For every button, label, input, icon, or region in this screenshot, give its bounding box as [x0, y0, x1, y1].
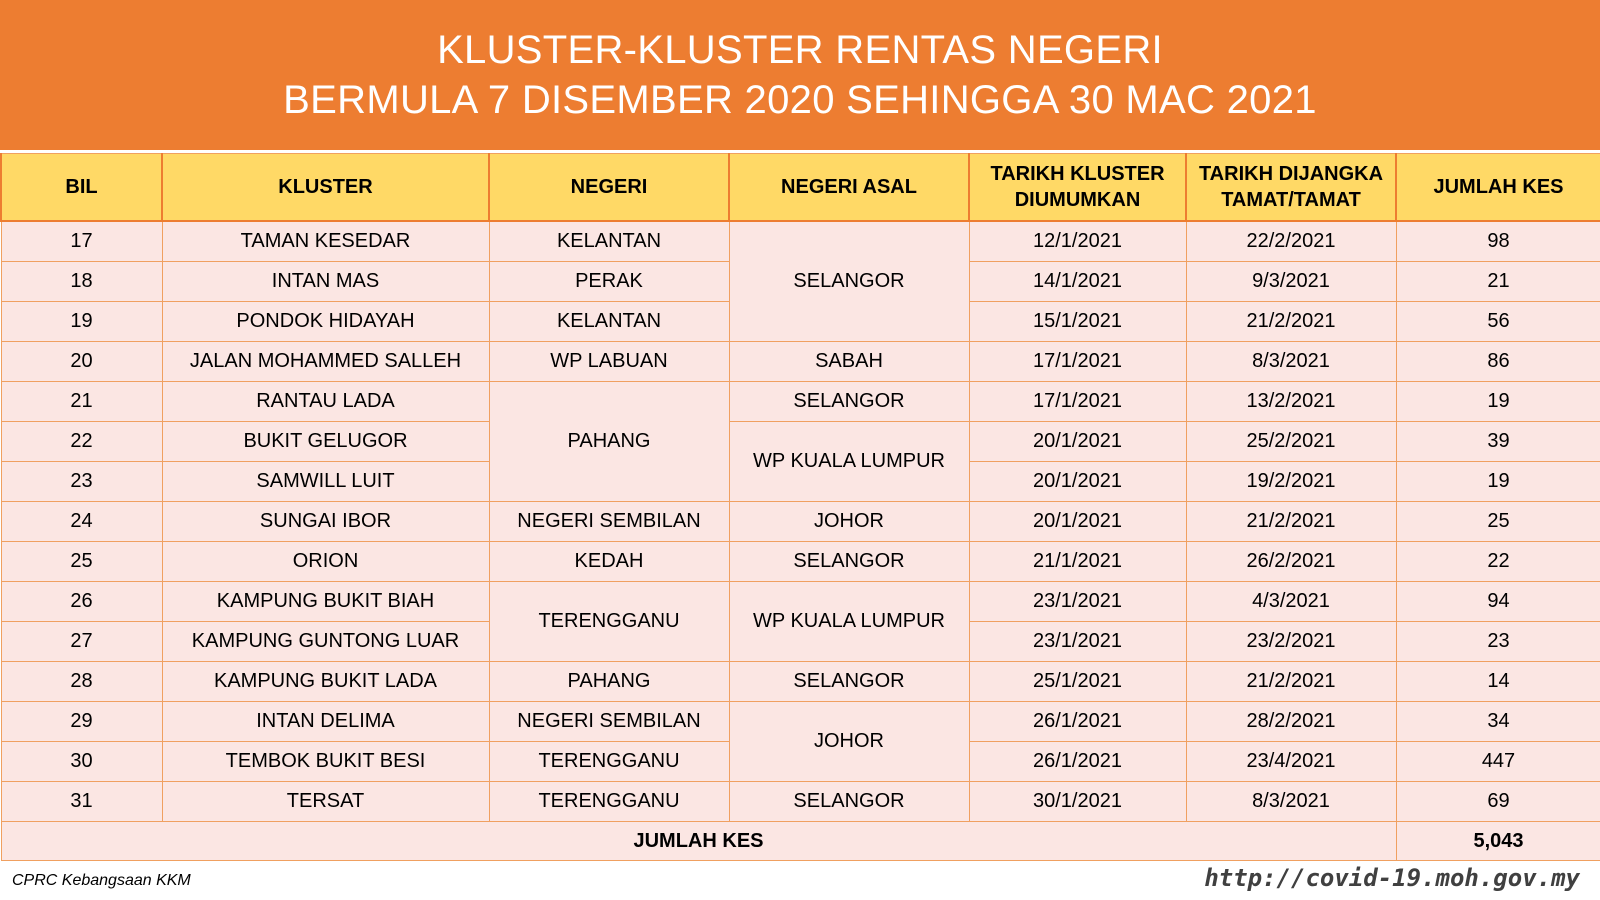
cell-kluster: SUNGAI IBOR: [162, 502, 489, 542]
cell-bil: 29: [1, 702, 162, 742]
website-url[interactable]: http://covid-19.moh.gov.my: [1204, 864, 1580, 892]
col-header-tarikh-diumumkan-l2: DIUMUMKAN: [1014, 189, 1141, 211]
cell-jumlah-kes: 447: [1396, 742, 1600, 782]
cell-tarikh-tamat: 19/2/2021: [1186, 462, 1396, 502]
cell-tarikh-diumumkan: 30/1/2021: [969, 782, 1186, 822]
cell-tarikh-diumumkan: 14/1/2021: [969, 262, 1186, 302]
cell-kluster: ORION: [162, 542, 489, 582]
source-credit: CPRC Kebangsaan KKM: [12, 872, 191, 889]
cell-tarikh-tamat: 28/2/2021: [1186, 702, 1396, 742]
cell-tarikh-diumumkan: 25/1/2021: [969, 662, 1186, 702]
cell-jumlah-kes: 14: [1396, 662, 1600, 702]
total-row: [1, 822, 1600, 861]
cell-negeri: NEGERI SEMBILAN: [489, 502, 729, 542]
cell-tarikh-tamat: 26/2/2021: [1186, 542, 1396, 582]
cell-bil: 17: [1, 221, 162, 262]
col-header-tarikh-diumumkan-l1: TARIKH KLUSTER: [990, 163, 1165, 185]
cell-jumlah-kes: 98: [1396, 221, 1600, 262]
cell-negeri-asal: SELANGOR: [729, 542, 969, 582]
col-header-negeri-asal: NEGERI ASAL: [729, 154, 969, 222]
cell-bil: 31: [1, 782, 162, 822]
cell-bil: 18: [1, 262, 162, 302]
col-header-negeri: NEGERI: [489, 154, 729, 222]
cell-kluster: TEMBOK BUKIT BESI: [162, 742, 489, 782]
cell-kluster: TERSAT: [162, 782, 489, 822]
title-line-1: KLUSTER-KLUSTER RENTAS NEGERI: [437, 28, 1163, 72]
cell-bil: 27: [1, 622, 162, 662]
cell-tarikh-tamat: 8/3/2021: [1186, 782, 1396, 822]
table-row: [1, 382, 1600, 422]
cell-kluster: BUKIT GELUGOR: [162, 422, 489, 462]
cell-tarikh-diumumkan: 12/1/2021: [969, 221, 1186, 262]
cell-tarikh-diumumkan: 26/1/2021: [969, 742, 1186, 782]
cell-negeri: TERENGGANU: [489, 782, 729, 822]
cell-negeri-asal: JOHOR: [729, 502, 969, 542]
cell-negeri: PAHANG: [489, 382, 729, 502]
table-row: [1, 342, 1600, 382]
cell-tarikh-tamat: 8/3/2021: [1186, 342, 1396, 382]
cell-negeri: TERENGGANU: [489, 582, 729, 662]
cell-kluster: KAMPUNG BUKIT BIAH: [162, 582, 489, 622]
cell-tarikh-diumumkan: 21/1/2021: [969, 542, 1186, 582]
cell-negeri: KELANTAN: [489, 302, 729, 342]
cell-bil: 19: [1, 302, 162, 342]
cell-negeri-asal: WP KUALA LUMPUR: [729, 422, 969, 502]
cell-tarikh-diumumkan: 20/1/2021: [969, 422, 1186, 462]
cell-tarikh-tamat: 9/3/2021: [1186, 262, 1396, 302]
total-label: JUMLAH KES: [1, 822, 1396, 861]
cell-bil: 25: [1, 542, 162, 582]
cell-negeri: KEDAH: [489, 542, 729, 582]
cell-bil: 21: [1, 382, 162, 422]
title-line-2: BERMULA 7 DISEMBER 2020 SEHINGGA 30 MAC 2021: [283, 78, 1317, 122]
cell-negeri-asal: SELANGOR: [729, 782, 969, 822]
cell-negeri: NEGERI SEMBILAN: [489, 702, 729, 742]
cell-jumlah-kes: 19: [1396, 462, 1600, 502]
cell-bil: 30: [1, 742, 162, 782]
cell-negeri: TERENGGANU: [489, 742, 729, 782]
col-header-bil: BIL: [1, 154, 162, 222]
cell-tarikh-diumumkan: 23/1/2021: [969, 622, 1186, 662]
cell-jumlah-kes: 21: [1396, 262, 1600, 302]
cell-tarikh-tamat: 21/2/2021: [1186, 662, 1396, 702]
cell-tarikh-diumumkan: 17/1/2021: [969, 342, 1186, 382]
cell-tarikh-diumumkan: 26/1/2021: [969, 702, 1186, 742]
table-row: [1, 662, 1600, 702]
table-row: [1, 542, 1600, 582]
col-header-tarikh-tamat-l2: TAMAT/TAMAT: [1221, 189, 1361, 211]
cell-bil: 28: [1, 662, 162, 702]
cell-bil: 20: [1, 342, 162, 382]
cell-negeri-asal: SABAH: [729, 342, 969, 382]
cell-negeri: PAHANG: [489, 662, 729, 702]
total-value: 5,043: [1396, 822, 1600, 861]
cell-kluster: PONDOK HIDAYAH: [162, 302, 489, 342]
col-header-kluster: KLUSTER: [162, 154, 489, 222]
cell-kluster: RANTAU LADA: [162, 382, 489, 422]
table-row: [1, 502, 1600, 542]
table-header-row: [1, 154, 1600, 222]
cell-bil: 22: [1, 422, 162, 462]
cell-bil: 23: [1, 462, 162, 502]
cell-bil: 24: [1, 502, 162, 542]
table-row: [1, 422, 1600, 462]
cell-tarikh-tamat: 23/4/2021: [1186, 742, 1396, 782]
cell-jumlah-kes: 94: [1396, 582, 1600, 622]
cell-kluster: KAMPUNG BUKIT LADA: [162, 662, 489, 702]
table-row: [1, 782, 1600, 822]
cell-negeri-asal: JOHOR: [729, 702, 969, 782]
cell-negeri-asal: SELANGOR: [729, 662, 969, 702]
cell-kluster: INTAN DELIMA: [162, 702, 489, 742]
cell-jumlah-kes: 69: [1396, 782, 1600, 822]
cell-jumlah-kes: 19: [1396, 382, 1600, 422]
col-header-tarikh-tamat-l1: TARIKH DIJANGKA: [1198, 163, 1384, 185]
cell-kluster: TAMAN KESEDAR: [162, 221, 489, 262]
cell-negeri-asal: SELANGOR: [729, 382, 969, 422]
cell-tarikh-tamat: 4/3/2021: [1186, 582, 1396, 622]
cell-jumlah-kes: 23: [1396, 622, 1600, 662]
cell-kluster: KAMPUNG GUNTONG LUAR: [162, 622, 489, 662]
col-header-tarikh-diumumkan: [969, 154, 1186, 222]
cell-negeri: PERAK: [489, 262, 729, 302]
cell-negeri-asal: WP KUALA LUMPUR: [729, 582, 969, 662]
cell-bil: 26: [1, 582, 162, 622]
cell-tarikh-tamat: 25/2/2021: [1186, 422, 1396, 462]
cell-tarikh-diumumkan: 17/1/2021: [969, 382, 1186, 422]
cell-negeri: KELANTAN: [489, 221, 729, 262]
table-row: [1, 702, 1600, 742]
cell-negeri: WP LABUAN: [489, 342, 729, 382]
cell-jumlah-kes: 22: [1396, 542, 1600, 582]
cell-tarikh-diumumkan: 20/1/2021: [969, 502, 1186, 542]
cell-jumlah-kes: 39: [1396, 422, 1600, 462]
cell-jumlah-kes: 56: [1396, 302, 1600, 342]
table-row: [1, 582, 1600, 622]
cell-tarikh-tamat: 21/2/2021: [1186, 502, 1396, 542]
cell-tarikh-tamat: 21/2/2021: [1186, 302, 1396, 342]
cell-jumlah-kes: 34: [1396, 702, 1600, 742]
cell-kluster: INTAN MAS: [162, 262, 489, 302]
title-banner: [0, 0, 1600, 150]
cell-kluster: SAMWILL LUIT: [162, 462, 489, 502]
cell-tarikh-tamat: 13/2/2021: [1186, 382, 1396, 422]
cell-negeri-asal: SELANGOR: [729, 221, 969, 342]
cell-tarikh-diumumkan: 15/1/2021: [969, 302, 1186, 342]
cell-kluster: JALAN MOHAMMED SALLEH: [162, 342, 489, 382]
cell-jumlah-kes: 25: [1396, 502, 1600, 542]
col-header-tarikh-tamat: [1186, 154, 1396, 222]
cluster-table: [0, 153, 1600, 861]
cell-tarikh-tamat: 23/2/2021: [1186, 622, 1396, 662]
table-row: [1, 221, 1600, 262]
cell-tarikh-diumumkan: 23/1/2021: [969, 582, 1186, 622]
cell-tarikh-diumumkan: 20/1/2021: [969, 462, 1186, 502]
cell-tarikh-tamat: 22/2/2021: [1186, 221, 1396, 262]
col-header-jumlah-kes: JUMLAH KES: [1396, 154, 1600, 222]
cell-jumlah-kes: 86: [1396, 342, 1600, 382]
